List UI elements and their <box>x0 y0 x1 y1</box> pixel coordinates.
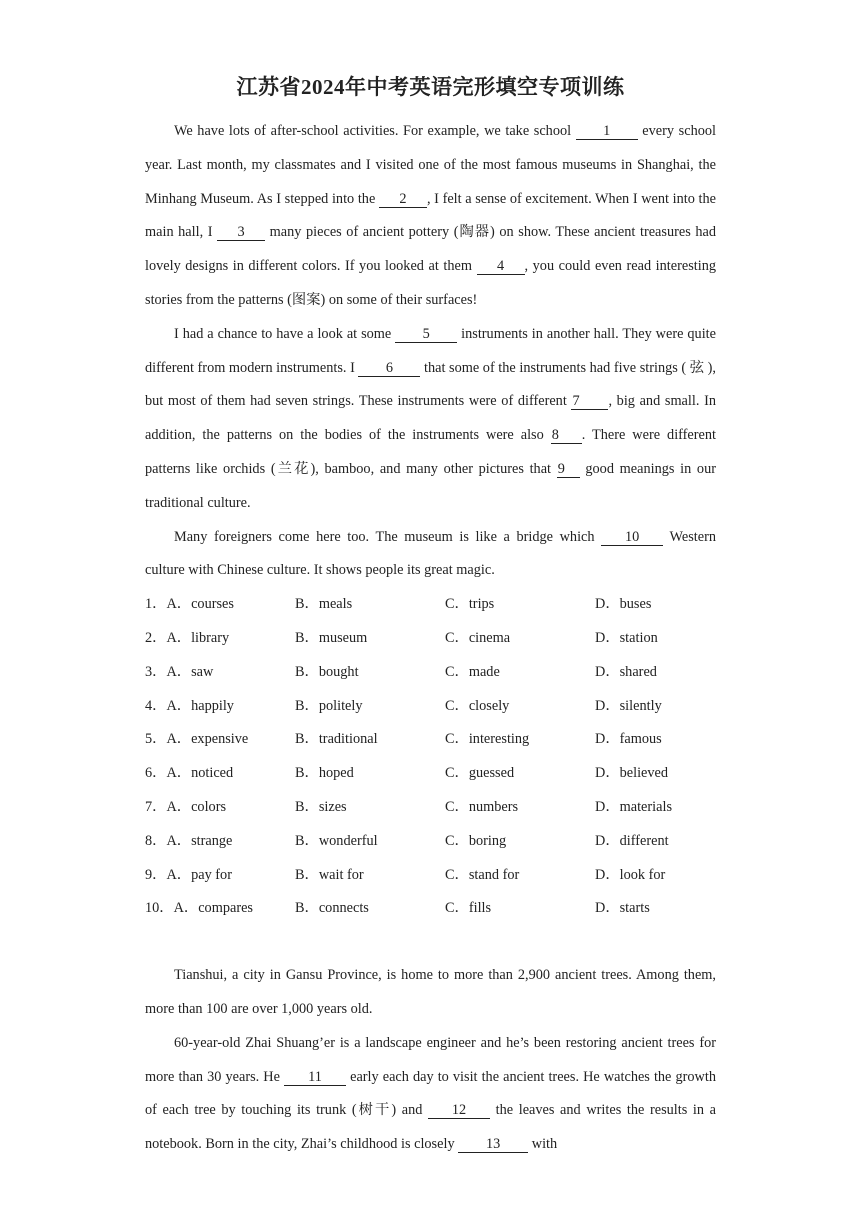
section-spacer <box>145 926 716 959</box>
option-b: B．connects <box>295 900 369 917</box>
option-c: C．stand for <box>445 866 520 883</box>
question-row <box>145 892 716 926</box>
blank-2: 2 <box>379 192 427 208</box>
option-a-text: A．colors <box>166 798 227 815</box>
question-number: 10． <box>145 900 174 917</box>
option-b: B．wonderful <box>295 832 378 849</box>
option-c: C．numbers <box>445 798 519 815</box>
option-d: D．silently <box>595 697 662 714</box>
text-run: with <box>528 1136 558 1153</box>
option-a-text: A．saw <box>166 663 214 680</box>
option-a <box>145 656 295 690</box>
blank-3: 3 <box>217 225 265 241</box>
question-number: 1． <box>145 596 167 613</box>
text-run: , I felt a sense of excitement. When I went into the main hall, I <box>145 190 717 241</box>
text-run: good meanings in our traditional culture. <box>145 460 716 511</box>
text-run: instruments in another hall. They were quite different from modern instruments. I <box>145 325 716 376</box>
question-number: 7． <box>145 798 167 815</box>
question-number: 9． <box>145 866 167 883</box>
blank-12: 12 <box>428 1103 490 1119</box>
question-row <box>145 588 716 622</box>
passage1-paragraph3 <box>145 521 716 589</box>
option-c: C．guessed <box>445 765 515 782</box>
question-row <box>145 825 716 859</box>
text-run: every school year. Last month, my classmates and I visited one of the most famous museums in Shanghai, the Minhang Museum. As I stepped into the <box>145 123 716 207</box>
option-a <box>145 690 295 724</box>
option-a-text: A．compares <box>173 900 253 917</box>
option-d: D．buses <box>595 596 652 613</box>
option-b: B．museum <box>295 629 368 646</box>
option-d: D．famous <box>595 731 662 748</box>
blank-1: 1 <box>576 124 638 140</box>
blank-9: 9 <box>557 462 580 478</box>
text-run: 60-year-old Zhai Shuang’er is a landscape engineer and he’s been restoring ancient trees for more than 30 years. He <box>145 1034 716 1085</box>
option-c: C．made <box>445 663 500 680</box>
question-row <box>145 791 716 825</box>
option-c: C．trips <box>445 596 495 613</box>
option-b: B．wait for <box>295 866 364 883</box>
option-a <box>145 859 295 893</box>
option-a <box>145 723 295 757</box>
blank-8: 8 <box>551 428 582 444</box>
option-a <box>145 825 295 859</box>
passage2-paragraph2 <box>145 1027 716 1162</box>
option-a-text: A．pay for <box>166 866 232 883</box>
option-a-text: A．library <box>166 629 230 646</box>
document-title: 江苏省2024年中考英语完形填空专项训练 <box>236 75 625 99</box>
question-row <box>145 859 716 893</box>
option-c: C．boring <box>445 832 507 849</box>
option-a-text: A．expensive <box>166 731 249 748</box>
option-c: C．interesting <box>445 731 530 748</box>
question-row <box>145 656 716 690</box>
text-run: Western culture with Chinese culture. It shows people its great magic. <box>145 528 716 579</box>
document-page <box>145 70 716 1162</box>
option-d: D．different <box>595 832 669 849</box>
text-run: the leaves and writes the results in a notebook. Born in the city, Zhai’s childhood is closely <box>145 1102 717 1153</box>
option-c: C．fills <box>445 900 492 917</box>
text-run: We have lots of after-school activities. For example, we take school <box>174 123 576 139</box>
passage2-paragraph1: Tianshui, a city in Gansu Province, is home to more than 2,900 ancient trees. Among them, more than 100 are over 1,000 years old. <box>145 967 716 1017</box>
option-a <box>145 622 295 656</box>
text-run: , big and small. In addition, the patterns on the bodies of the instruments were also <box>145 393 716 444</box>
option-a-text: A．courses <box>166 596 234 613</box>
passage1-paragraph1 <box>145 115 716 318</box>
option-d: D．believed <box>595 765 669 782</box>
blank-5: 5 <box>395 327 457 343</box>
question-number: 8． <box>145 832 167 849</box>
option-a-text: A．happily <box>166 697 234 714</box>
option-c: C．cinema <box>445 629 511 646</box>
option-b: B．meals <box>295 596 353 613</box>
option-b: B．hoped <box>295 765 354 782</box>
option-b: B．bought <box>295 663 359 680</box>
option-a-text: A．noticed <box>166 765 234 782</box>
option-a-text: A．strange <box>166 832 233 849</box>
blank-4: 4 <box>477 259 525 275</box>
question-number: 5． <box>145 731 167 748</box>
option-a <box>145 892 295 926</box>
option-a <box>145 791 295 825</box>
text-run: early each day to visit the ancient trees. He watches the growth of each tree by touching its trunk (树干) and <box>145 1068 716 1119</box>
blank-10: 10 <box>601 530 663 546</box>
text-run: , you could even read interesting stories from the patterns (图案) on some of their surfaces! <box>145 258 716 308</box>
option-c: C．closely <box>445 697 510 714</box>
blank-11: 11 <box>284 1070 346 1086</box>
blank-13: 13 <box>458 1137 528 1153</box>
question-number: 2． <box>145 629 167 646</box>
question-row <box>145 622 716 656</box>
text-run: I had a chance to have a look at some <box>174 325 396 342</box>
option-d: D．starts <box>595 900 650 917</box>
text-run: that some of the instruments had five strings ( 弦 ), but most of them had seven strings. These instruments were of different <box>145 359 717 410</box>
question-row <box>145 723 716 757</box>
option-d: D．shared <box>595 663 657 680</box>
option-b: B．sizes <box>295 798 347 815</box>
blank-6: 6 <box>358 361 420 377</box>
answer-options <box>145 588 716 926</box>
option-b: B．politely <box>295 697 363 714</box>
option-d: D．materials <box>595 798 673 815</box>
text-run: many pieces of ancient pottery (陶器) on show. These ancient treasures had lovely designs in different colors. If you looked at them <box>145 224 716 275</box>
question-row <box>145 690 716 724</box>
passage1-paragraph2 <box>145 318 716 521</box>
option-a <box>145 588 295 622</box>
text-run: . There were different patterns like orchids (兰花), bamboo, and many other pictures that <box>145 427 717 477</box>
question-number: 6． <box>145 765 167 782</box>
blank-7: 7 <box>571 394 608 410</box>
option-a <box>145 757 295 791</box>
question-row <box>145 757 716 791</box>
question-number: 4． <box>145 697 167 714</box>
text-run: Many foreigners come here too. The museum is like a bridge which <box>174 528 602 545</box>
option-d: D．look for <box>595 866 666 883</box>
option-b: B．traditional <box>295 731 378 748</box>
question-number: 3． <box>145 663 167 680</box>
option-d: D．station <box>595 629 658 646</box>
